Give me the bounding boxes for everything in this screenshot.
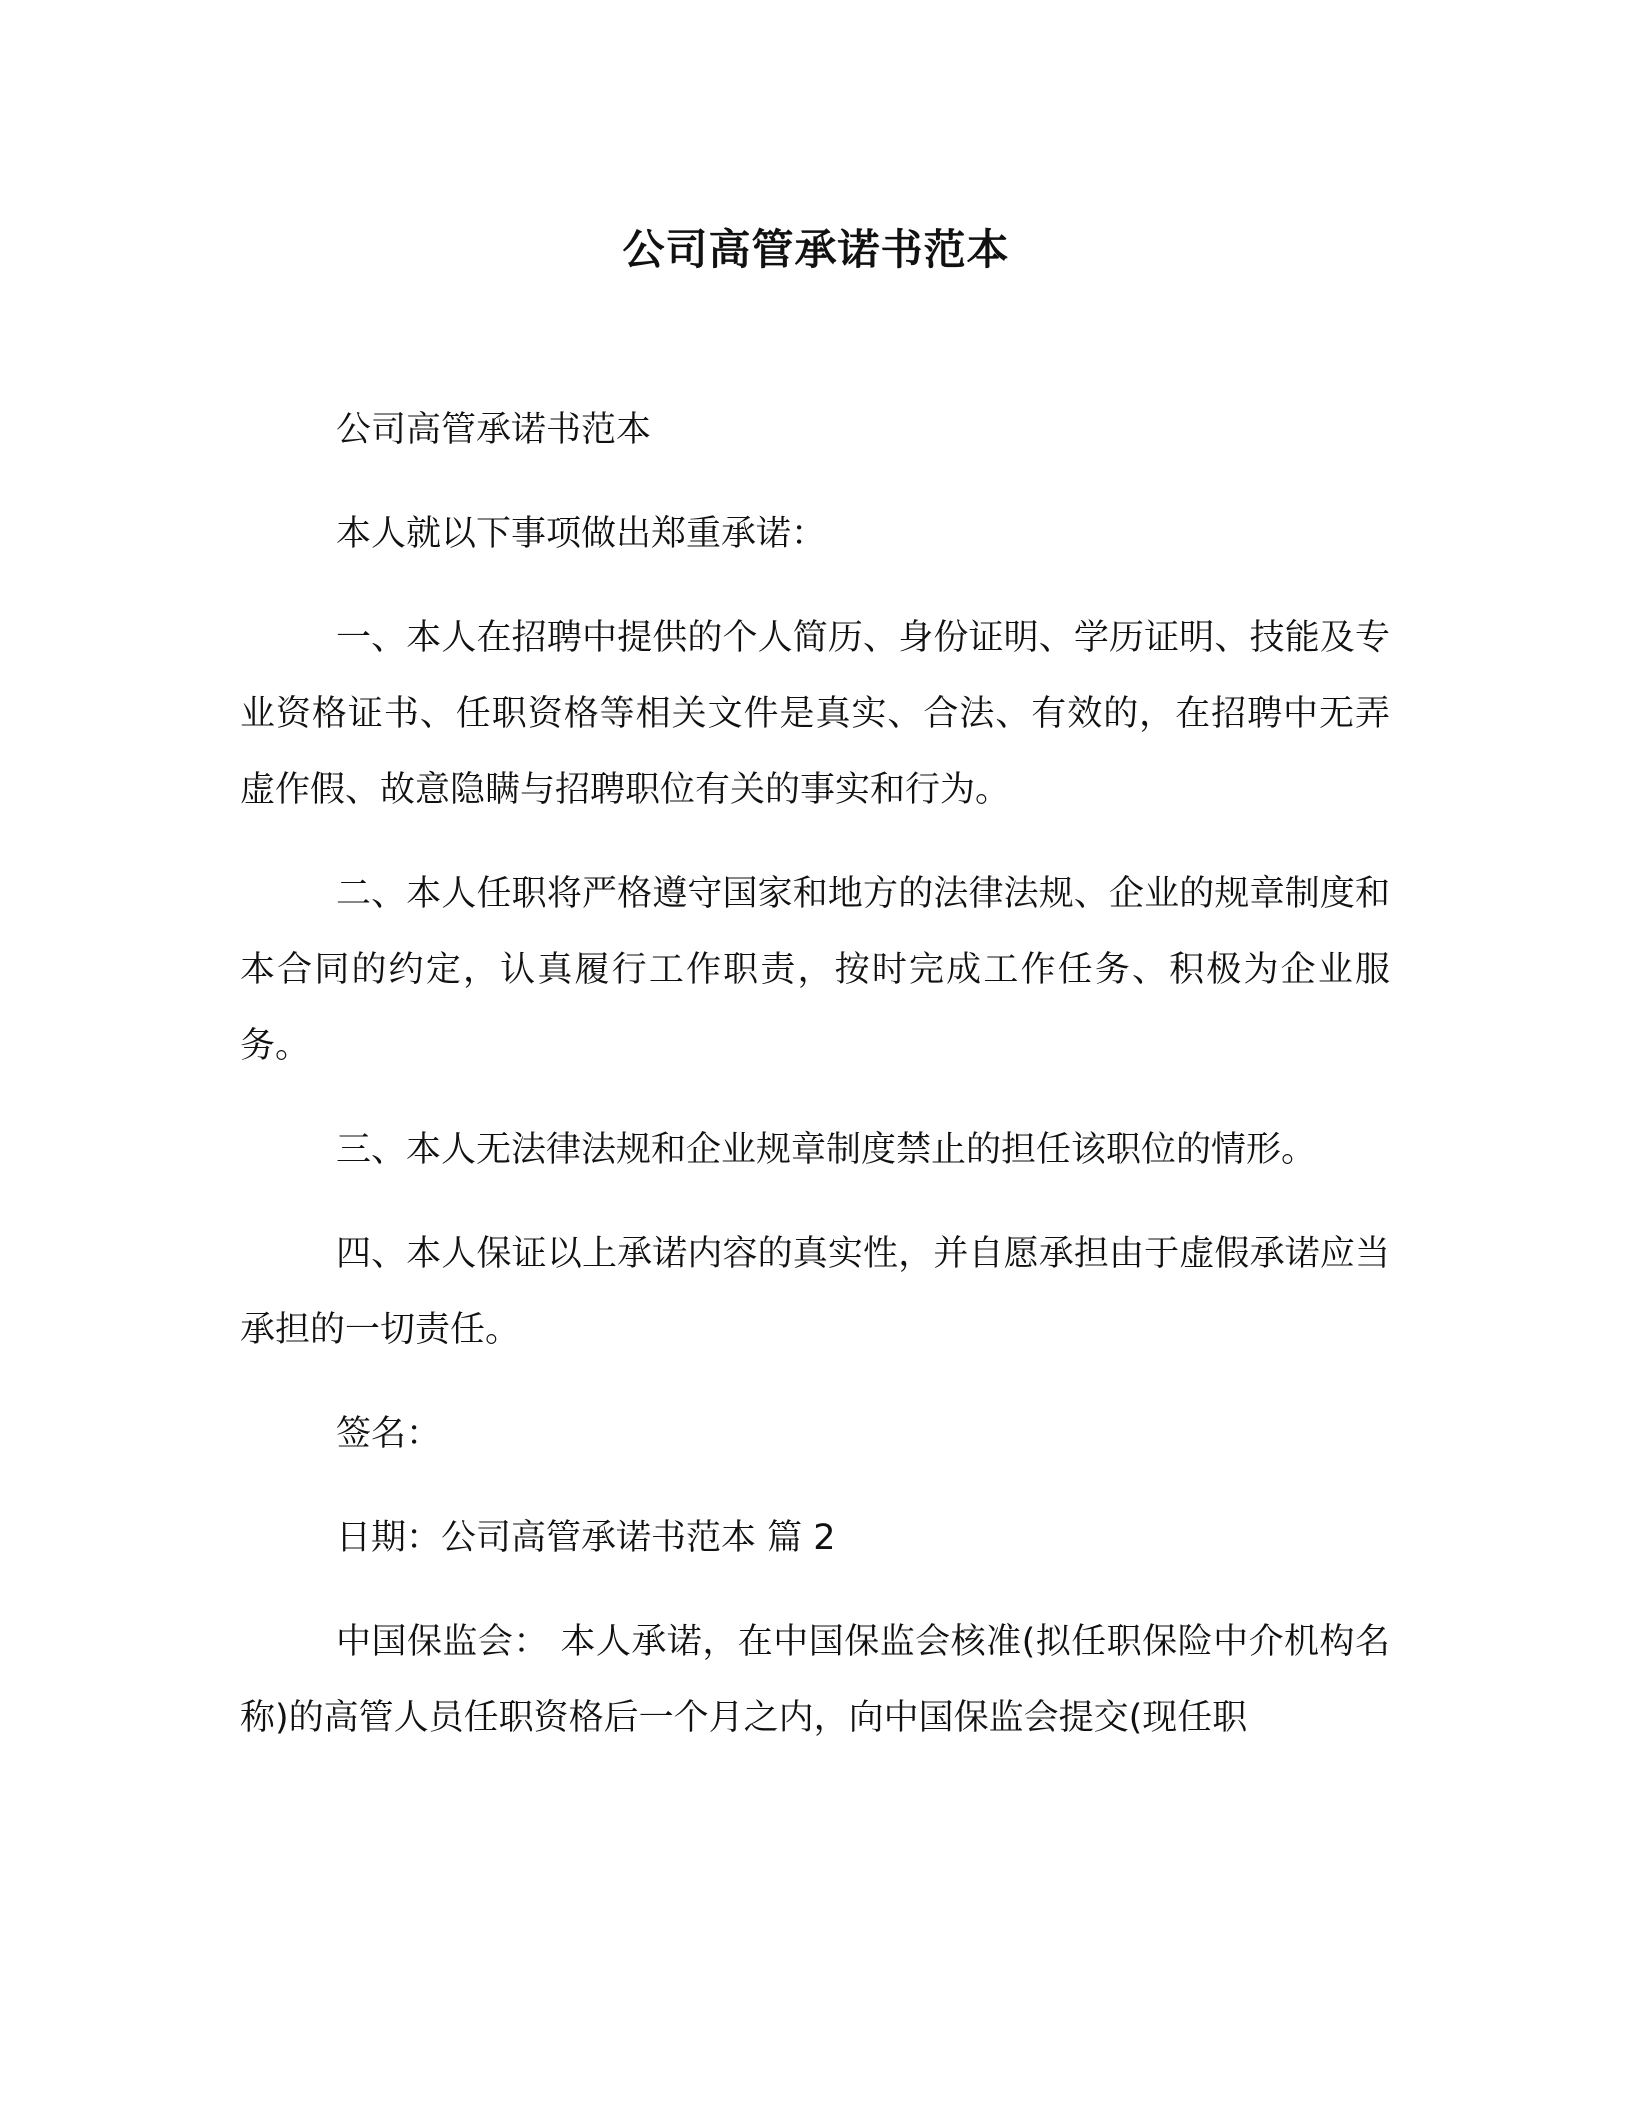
paragraph-section-2: 中国保监会： 本人承诺，在中国保监会核准(拟任职保险中介机构名称)的高管人员任职资格后一个月之内，向中国保监会提交(现任职 — [240, 1622, 1390, 1738]
document-title: 公司高管承诺书范本 — [622, 225, 1010, 274]
paragraph-item-3: 三、本人无法律法规和企业规章制度禁止的担任该职位的情形。 — [336, 1130, 1317, 1170]
paragraph-item-2: 二、本人任职将严格遵守国家和地方的法律法规、企业的规章制度和本合同的约定，认真履行工作职责，按时完成工作任务、积极为企业服务。 — [240, 874, 1390, 1066]
document-body — [240, 392, 1390, 1784]
signature-line: 签名： — [336, 1414, 442, 1454]
paragraph-intro: 本人就以下事项做出郑重承诺： — [336, 514, 827, 554]
paragraph-subtitle: 公司高管承诺书范本 — [336, 410, 652, 450]
paragraph-item-4: 四、本人保证以上承诺内容的真实性，并自愿承担由于虚假承诺应当承担的一切责任。 — [240, 1234, 1390, 1350]
date-line: 日期：公司高管承诺书范本 篇 2 — [336, 1518, 836, 1558]
paragraph-item-1: 一、本人在招聘中提供的个人简历、身份证明、学历证明、技能及专业资格证书、任职资格等相关文件是真实、合法、有效的，在招聘中无弄虚作假、故意隐瞒与招聘职位有关的事实和行为。 — [240, 618, 1390, 810]
